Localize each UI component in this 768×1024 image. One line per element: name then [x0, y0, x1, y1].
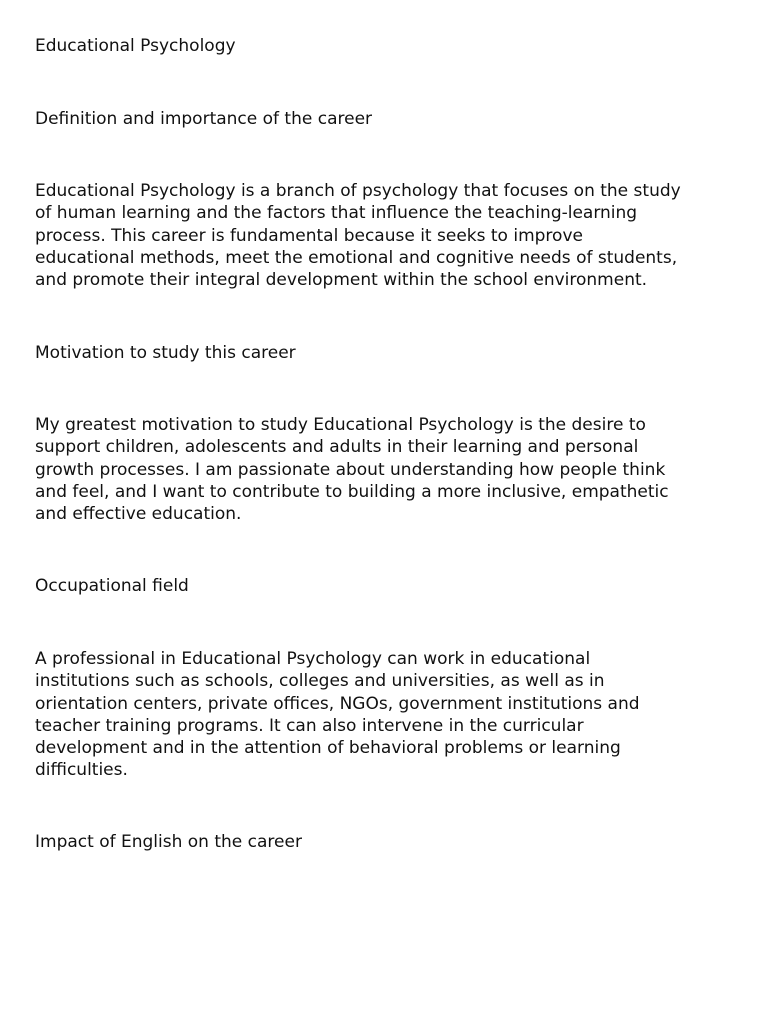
- paragraph-line: institutions such as schools, colleges and universities, as well as in: [35, 671, 605, 692]
- paragraph-line: teacher training programs. It can also intervene in the curricular: [35, 715, 584, 736]
- paragraph-line: and promote their integral development within the school environment.: [35, 270, 648, 291]
- paragraph-line: growth processes. I am passionate about understanding how people think: [35, 459, 666, 480]
- paragraph-line: support children, adolescents and adults in their learning and personal: [35, 437, 639, 458]
- paragraph-line: orientation centers, private offices, NGOs, government institutions and: [35, 693, 640, 714]
- section-heading-definition: Definition and importance of the career: [35, 109, 373, 129]
- section-paragraph-motivation: [35, 414, 735, 525]
- paragraph-line: A professional in Educational Psychology can work in educational: [35, 649, 591, 669]
- document-title: Educational Psychology: [35, 36, 236, 56]
- paragraph-line: difficulties.: [35, 760, 128, 781]
- paragraph-line: educational methods, meet the emotional and cognitive needs of students,: [35, 247, 678, 268]
- paragraph-line: development and in the attention of behavioral problems or learning: [35, 738, 621, 759]
- paragraph-line: and feel, and I want to contribute to building a more inclusive, empathetic: [35, 481, 669, 502]
- paragraph-line: and effective education.: [35, 504, 242, 525]
- paragraph-line: Educational Psychology is a branch of psychology that focuses on the study: [35, 181, 681, 201]
- paragraph-line: process. This career is fundamental because it seeks to improve: [35, 225, 583, 246]
- section-paragraph-definition: [35, 180, 735, 291]
- section-heading-impact-of-english: Impact of English on the career: [35, 832, 302, 852]
- section-paragraph-occupational-field: [35, 648, 735, 782]
- paragraph-line: of human learning and the factors that influence the teaching-learning: [35, 203, 638, 224]
- section-heading-motivation: Motivation to study this career: [35, 343, 296, 363]
- section-heading-occupational-field: Occupational field: [35, 576, 189, 596]
- paragraph-line: My greatest motivation to study Educational Psychology is the desire to: [35, 415, 646, 435]
